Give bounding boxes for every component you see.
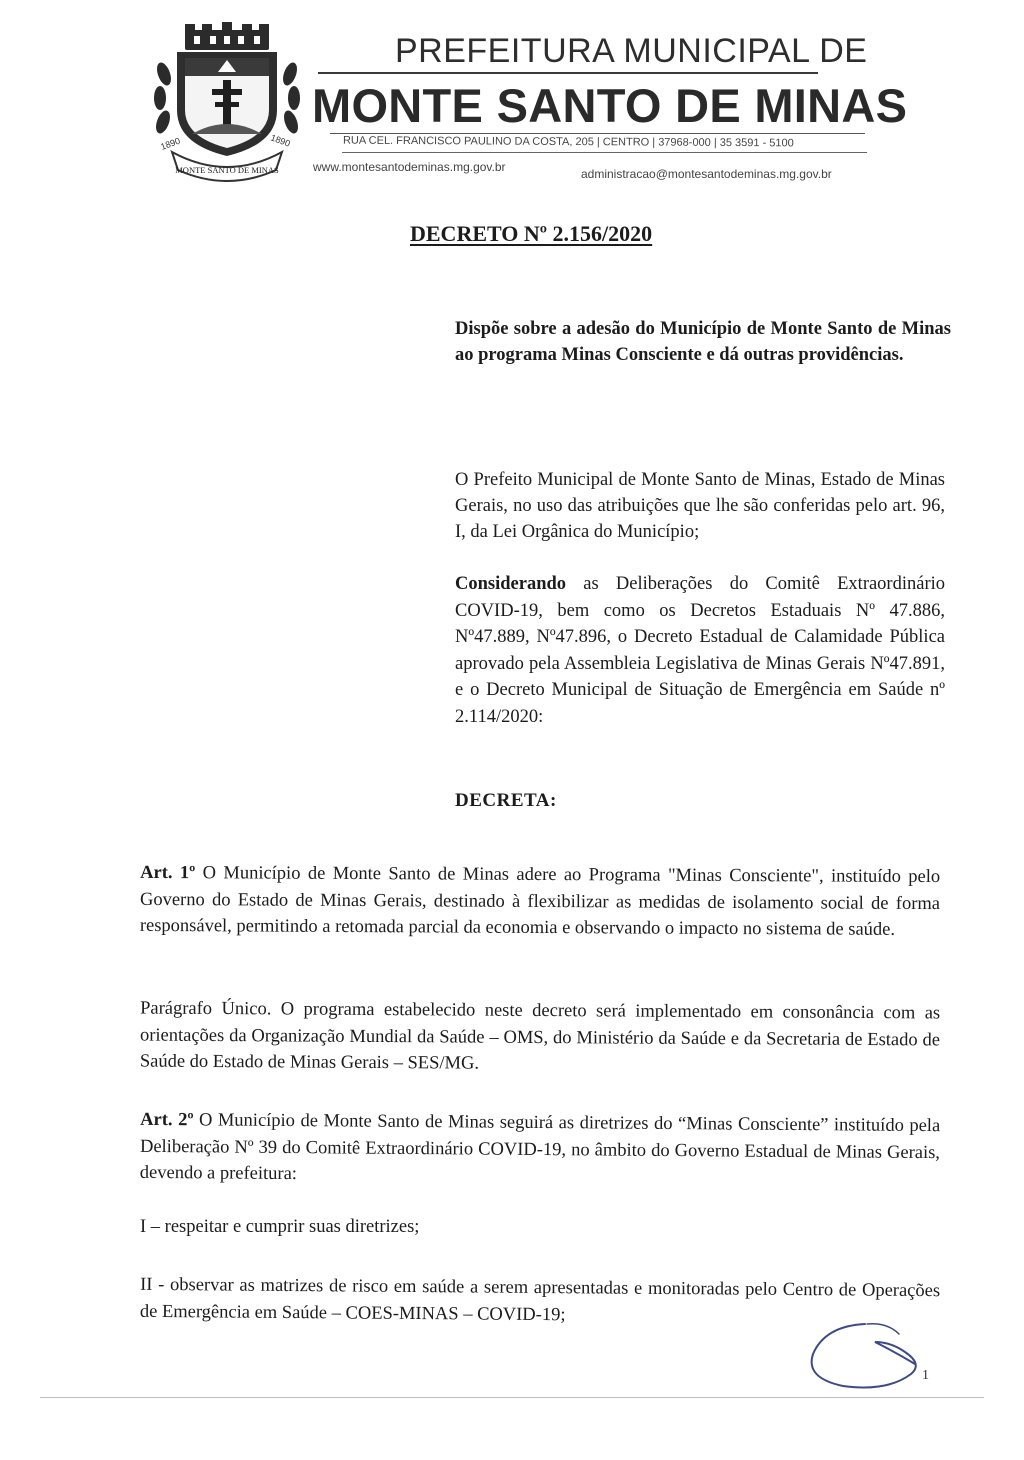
- considerando-clause: [455, 571, 945, 730]
- article-1: [140, 860, 940, 944]
- page-number: 1: [922, 1368, 929, 1383]
- handwritten-initial: [795, 1312, 930, 1397]
- page-bottom-rule: [40, 1397, 984, 1398]
- article-2: [140, 1107, 941, 1193]
- letterhead-website: www.montesantodeminas.mg.gov.br: [313, 160, 506, 174]
- considerando-text: as Deliberações do Comitê Extraordinário COVID-19, bem como os Decretos Estaduais Nº 47.886, Nº47.889, Nº47.896, o Decreto Estadual de Calamidade Pública aprovado pela Assembleia Legislativa de Minas Gerais Nº47.891, e o Decreto Municipal de Situação de Emergência em Saúde nº 2.114/2020:: [455, 574, 945, 727]
- article-2-item-ii: II - observar as matrizes de risco em saúde a serem apresentadas e monitoradas pelo Centro de Operações de Emergência em Saúde – COES-MINAS – COVID-19;: [139, 1274, 941, 1325]
- seal-year-left: 1890: [159, 135, 182, 152]
- paragrafo-unico: Parágrafo Único. O programa estabelecido neste decreto será implementado em consonância com as orientações da Organização Mundial da Saúde – OMS, do Ministério da Saúde e da Secretaria de Estado de Saúde do Estado de Minas Gerais – SES/MG.: [139, 998, 941, 1074]
- letterhead-line1: PREFEITURA MUNICIPAL DE: [395, 32, 868, 70]
- letterhead-address: RUA CEL. FRANCISCO PAULINO DA COSTA, 205 | CENTRO | 37968-000 | 35 3591 - 5100: [342, 134, 794, 150]
- seal-year-right: 1890: [269, 132, 292, 149]
- seal-ribbon-text: MONTE SANTO DE MINAS: [175, 165, 279, 175]
- decreta-heading: DECRETA:: [455, 790, 557, 811]
- article-1-label: Art. 1º: [140, 862, 196, 884]
- letterhead-rule: [342, 152, 867, 153]
- letterhead-municipality: MONTE SANTO DE MINAS: [312, 79, 908, 132]
- municipal-coat-of-arms: [152, 22, 302, 182]
- article-1-text: O Município de Monte Santo de Minas adere ao Programa "Minas Consciente", instituído pelo Governo do Estado de Minas Gerais, destinado à flexibilizar as medidas de isolamento social de forma responsável, permitindo a retomada parcial da economia e observando o impacto no sistema de saúde.: [139, 863, 941, 940]
- article-2-label: Art. 2º: [140, 1109, 194, 1131]
- preamble: O Prefeito Municipal de Monte Santo de Minas, Estado de Minas Gerais, no uso das atribuições que lhe são conferidas pelo art. 96, I, da Lei Orgânica do Município;: [455, 470, 945, 542]
- considerando-label: Considerando: [455, 574, 567, 594]
- decree-summary: Dispõe sobre a adesão do Município de Monte Santo de Minas ao programa Minas Consciente e dá outras providências.: [455, 319, 951, 365]
- letterhead-rule: [318, 72, 818, 74]
- article-2-item-i: I – respeitar e cumprir suas diretrizes;: [140, 1217, 420, 1237]
- letterhead-email: administracao@montesantodeminas.mg.gov.br: [581, 167, 832, 181]
- letterhead-rule: [330, 133, 865, 134]
- article-2-text: O Município de Monte Santo de Minas seguirá as diretrizes do “Minas Consciente” instituído pela Deliberação Nº 39 do Comitê Extraordinário COVID-19, no âmbito do Governo Estadual de Minas Gerais, devendo a prefeitura:: [139, 1110, 941, 1185]
- decree-title: DECRETO Nº 2.156/2020: [410, 221, 653, 246]
